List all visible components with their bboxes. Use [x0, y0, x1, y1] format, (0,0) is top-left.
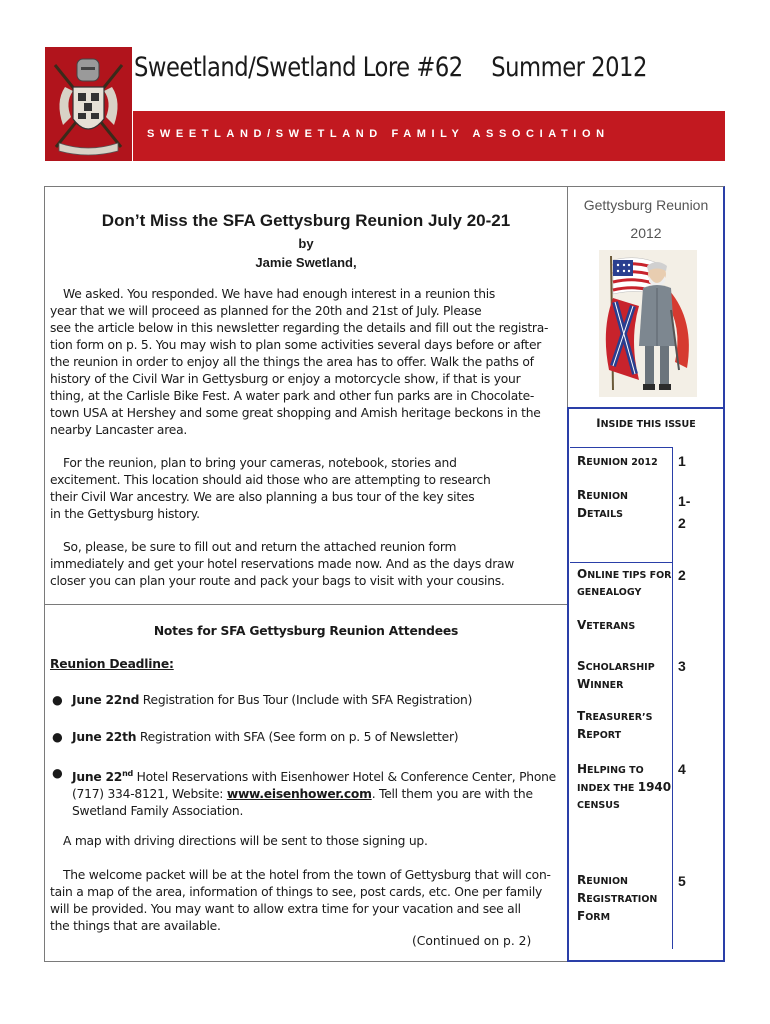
text-line: A map with driving directions will be sent to those signing up. — [63, 834, 428, 848]
notes-heading: Notes for SFA Gettysburg Reunion Attendees — [153, 624, 459, 638]
sidebar-title: Gettysburg Reunion — [583, 197, 709, 213]
toc-item-treasurers-report[interactable]: TREASURER’S REPORT — [577, 709, 653, 741]
deadline-text: Registration for Bus Tour (Include with SFA Registration) — [139, 693, 473, 707]
association-banner — [133, 111, 725, 161]
map-note — [50, 833, 562, 850]
article-headline: Don’t Miss the SFA Gettysburg Reunion July 20-21 — [101, 211, 511, 230]
toc-item-scholarship-winner[interactable]: SCHOLARSHIP WINNER — [577, 659, 655, 691]
toc-item-online-tips[interactable]: ONLINE TIPS FOR GENEALOGY — [577, 567, 672, 598]
toc-page-number: 3 — [678, 658, 686, 674]
text-line: in the Gettysburg history. — [50, 507, 200, 521]
text-line: excitement. This location should aid those who are attempting to research — [50, 473, 491, 487]
text-line: their Civil War ancestry. We are also planning a bus tour of the key sites — [50, 490, 475, 504]
text-line: see the article below in this newsletter regarding the details and fill out the registra- — [50, 321, 549, 335]
text-line: town USA at Hershey and some great shopping and Amish heritage beckons in the — [50, 406, 541, 420]
newsletter-title — [134, 52, 647, 83]
association-name: SWEETLAND/SWETLAND FAMILY ASSOCIATION — [147, 128, 610, 140]
deadline-text: . Tell them you are with the — [371, 787, 533, 802]
text-line: the reunion in order to enjoy all the things the area has to offer. Walk the paths of — [50, 355, 534, 369]
text-line: the things that are available. — [50, 919, 221, 933]
text-line: The welcome packet will be at the hotel from the town of Gettysburg that will con- — [63, 868, 551, 882]
text-line: nearby Lancaster area. — [50, 423, 188, 437]
issue-season: Summer 2012 — [491, 52, 647, 83]
inside-this-issue-heading: INSIDE THIS ISSUE — [596, 416, 696, 430]
text-line: closer you can plan your route and pack your bags to visit with your cousins. — [50, 574, 505, 588]
article-paragraph-2 — [50, 455, 562, 523]
bullet-icon: ● — [52, 730, 63, 744]
deadline-date: June 22nd — [72, 769, 133, 785]
toc-item-reunion-details[interactable]: REUNION DETAILS — [577, 488, 628, 520]
deadline-text: Swetland Family Association. — [72, 804, 244, 819]
text-line: will be provided. You may want to allow extra time for your vacation and see all — [50, 902, 521, 916]
coat-of-arms-icon — [45, 47, 132, 161]
text-line: So, please, be sure to fill out and return the attached reunion form — [63, 540, 457, 554]
section-divider — [44, 604, 568, 605]
text-line: tion form on p. 5. You may wish to plan some activities several days before or after — [50, 338, 542, 352]
toc-page-number: 1 — [678, 453, 686, 469]
toc-page-number: 5 — [678, 873, 686, 889]
deadline-date: June 22nd — [72, 693, 140, 707]
continued-note: (Continued on p. 2) — [412, 934, 532, 948]
deadline-text: Hotel Reservations with Eisenhower Hotel & Conference Center, Phone — [133, 770, 556, 785]
hotel-phone: (717) 334-8121, Website: — [72, 787, 227, 802]
toc-rule — [570, 447, 672, 448]
article-paragraph-1 — [50, 286, 562, 439]
toc-item-reunion-2012[interactable]: REUNION 2012 — [577, 454, 658, 468]
deadline-date: June 22th — [72, 730, 137, 744]
article-paragraph-3 — [50, 539, 562, 590]
byline-by: by — [298, 236, 314, 251]
newsletter-name: Sweetland/Swetland Lore #62 — [134, 52, 463, 83]
text-line: For the reunion, plan to bring your cameras, notebook, stories and — [63, 456, 457, 470]
toc-page-number: 2 — [678, 567, 686, 583]
deadline-text: Registration with SFA (See form on p. 5 of Newsletter) — [136, 730, 459, 744]
text-line: year that we will proceed as planned for the 20th and 21st of July. Please — [50, 304, 482, 318]
bullet-icon: ● — [52, 693, 63, 707]
text-line: thing, at the Carlisle Bike Fest. A water park and other fun parks are in Chocolate- — [50, 389, 535, 403]
toc-item-registration-form[interactable]: REUNION REGISTRATION FORM — [577, 873, 658, 923]
bullet-icon: ● — [52, 766, 63, 780]
sidebar-year: 2012 — [630, 225, 662, 241]
toc-page-number: 1- 2 — [678, 493, 691, 531]
byline-author: Jamie Swetland, — [255, 255, 357, 270]
toc-page-number: 4 — [678, 761, 686, 777]
toc-item-1940-census[interactable]: HELPING TO INDEX THE 1940 CENSUS — [577, 762, 672, 811]
eisenhower-website-link[interactable]: www.eisenhower.com — [226, 787, 372, 802]
toc-rule — [570, 562, 672, 563]
deadline-heading: Reunion Deadline: — [50, 657, 174, 671]
text-line: We asked. You responded. We have had enough interest in a reunion this — [63, 287, 496, 301]
text-line: tain a map of the area, information of things to see, post cards, etc. One per family — [50, 885, 543, 899]
toc-divider — [672, 447, 673, 949]
toc-item-veterans[interactable]: VETERANS — [577, 618, 636, 632]
confederate-general-with-flag-icon — [599, 250, 697, 397]
text-line: immediately and get your hotel reservations made now. And as the days draw — [50, 557, 515, 571]
text-line: history of the Civil War in Gettysburg or enjoy a motorcycle show, if that is your — [50, 372, 521, 386]
welcome-packet-paragraph — [50, 867, 562, 935]
